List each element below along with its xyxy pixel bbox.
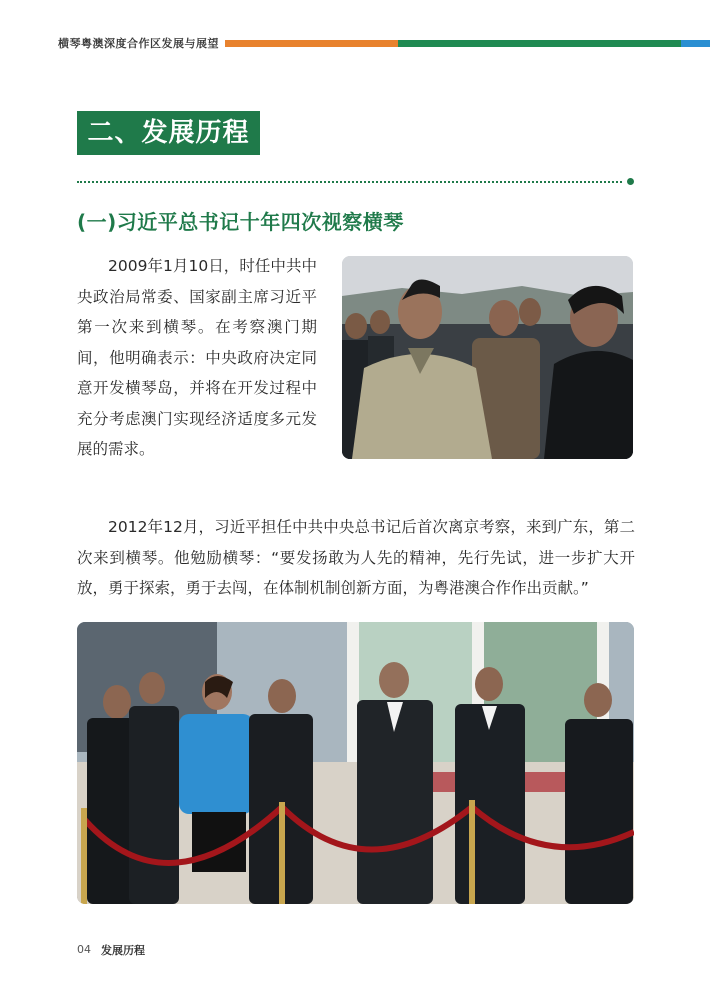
footer-page-number: 04 (77, 943, 91, 956)
divider-dot (627, 178, 634, 185)
header-bar-green (398, 40, 681, 47)
header-bar-blue (681, 40, 710, 47)
dotted-divider (77, 181, 622, 183)
paragraph-1: 2009年1月10日，时任中共中央政治局常委、国家副主席习近平第一次来到横琴。在考察澳门期间，他明确表示：中央政府决定同意开发横琴岛，并将在开发过程中充分考虑澳门实现经济适度多元发展的需求。 (77, 257, 317, 458)
photo-2012-visit (77, 622, 634, 904)
subheading: (一)习近平总书记十年四次视察横琴 (77, 210, 404, 234)
header-title: 横琴粤澳深度合作区发展与展望 (58, 37, 219, 50)
paragraph-2: 2012年12月，习近平担任中共中央总书记后首次离京考察，来到广东，第二次来到横琴。他勉励横琴：“要发扬敢为人先的精神，先行先试，进一步扩大开放，勇于探索，勇于去闯，在体制机制创新方面，为粤港澳合作作出贡献。” (77, 518, 635, 597)
section-title: 二、发展历程 (77, 111, 260, 155)
footer-section-label: 发展历程 (101, 944, 145, 957)
header-bar-orange (225, 40, 398, 47)
photo-2009-visit (342, 256, 633, 459)
